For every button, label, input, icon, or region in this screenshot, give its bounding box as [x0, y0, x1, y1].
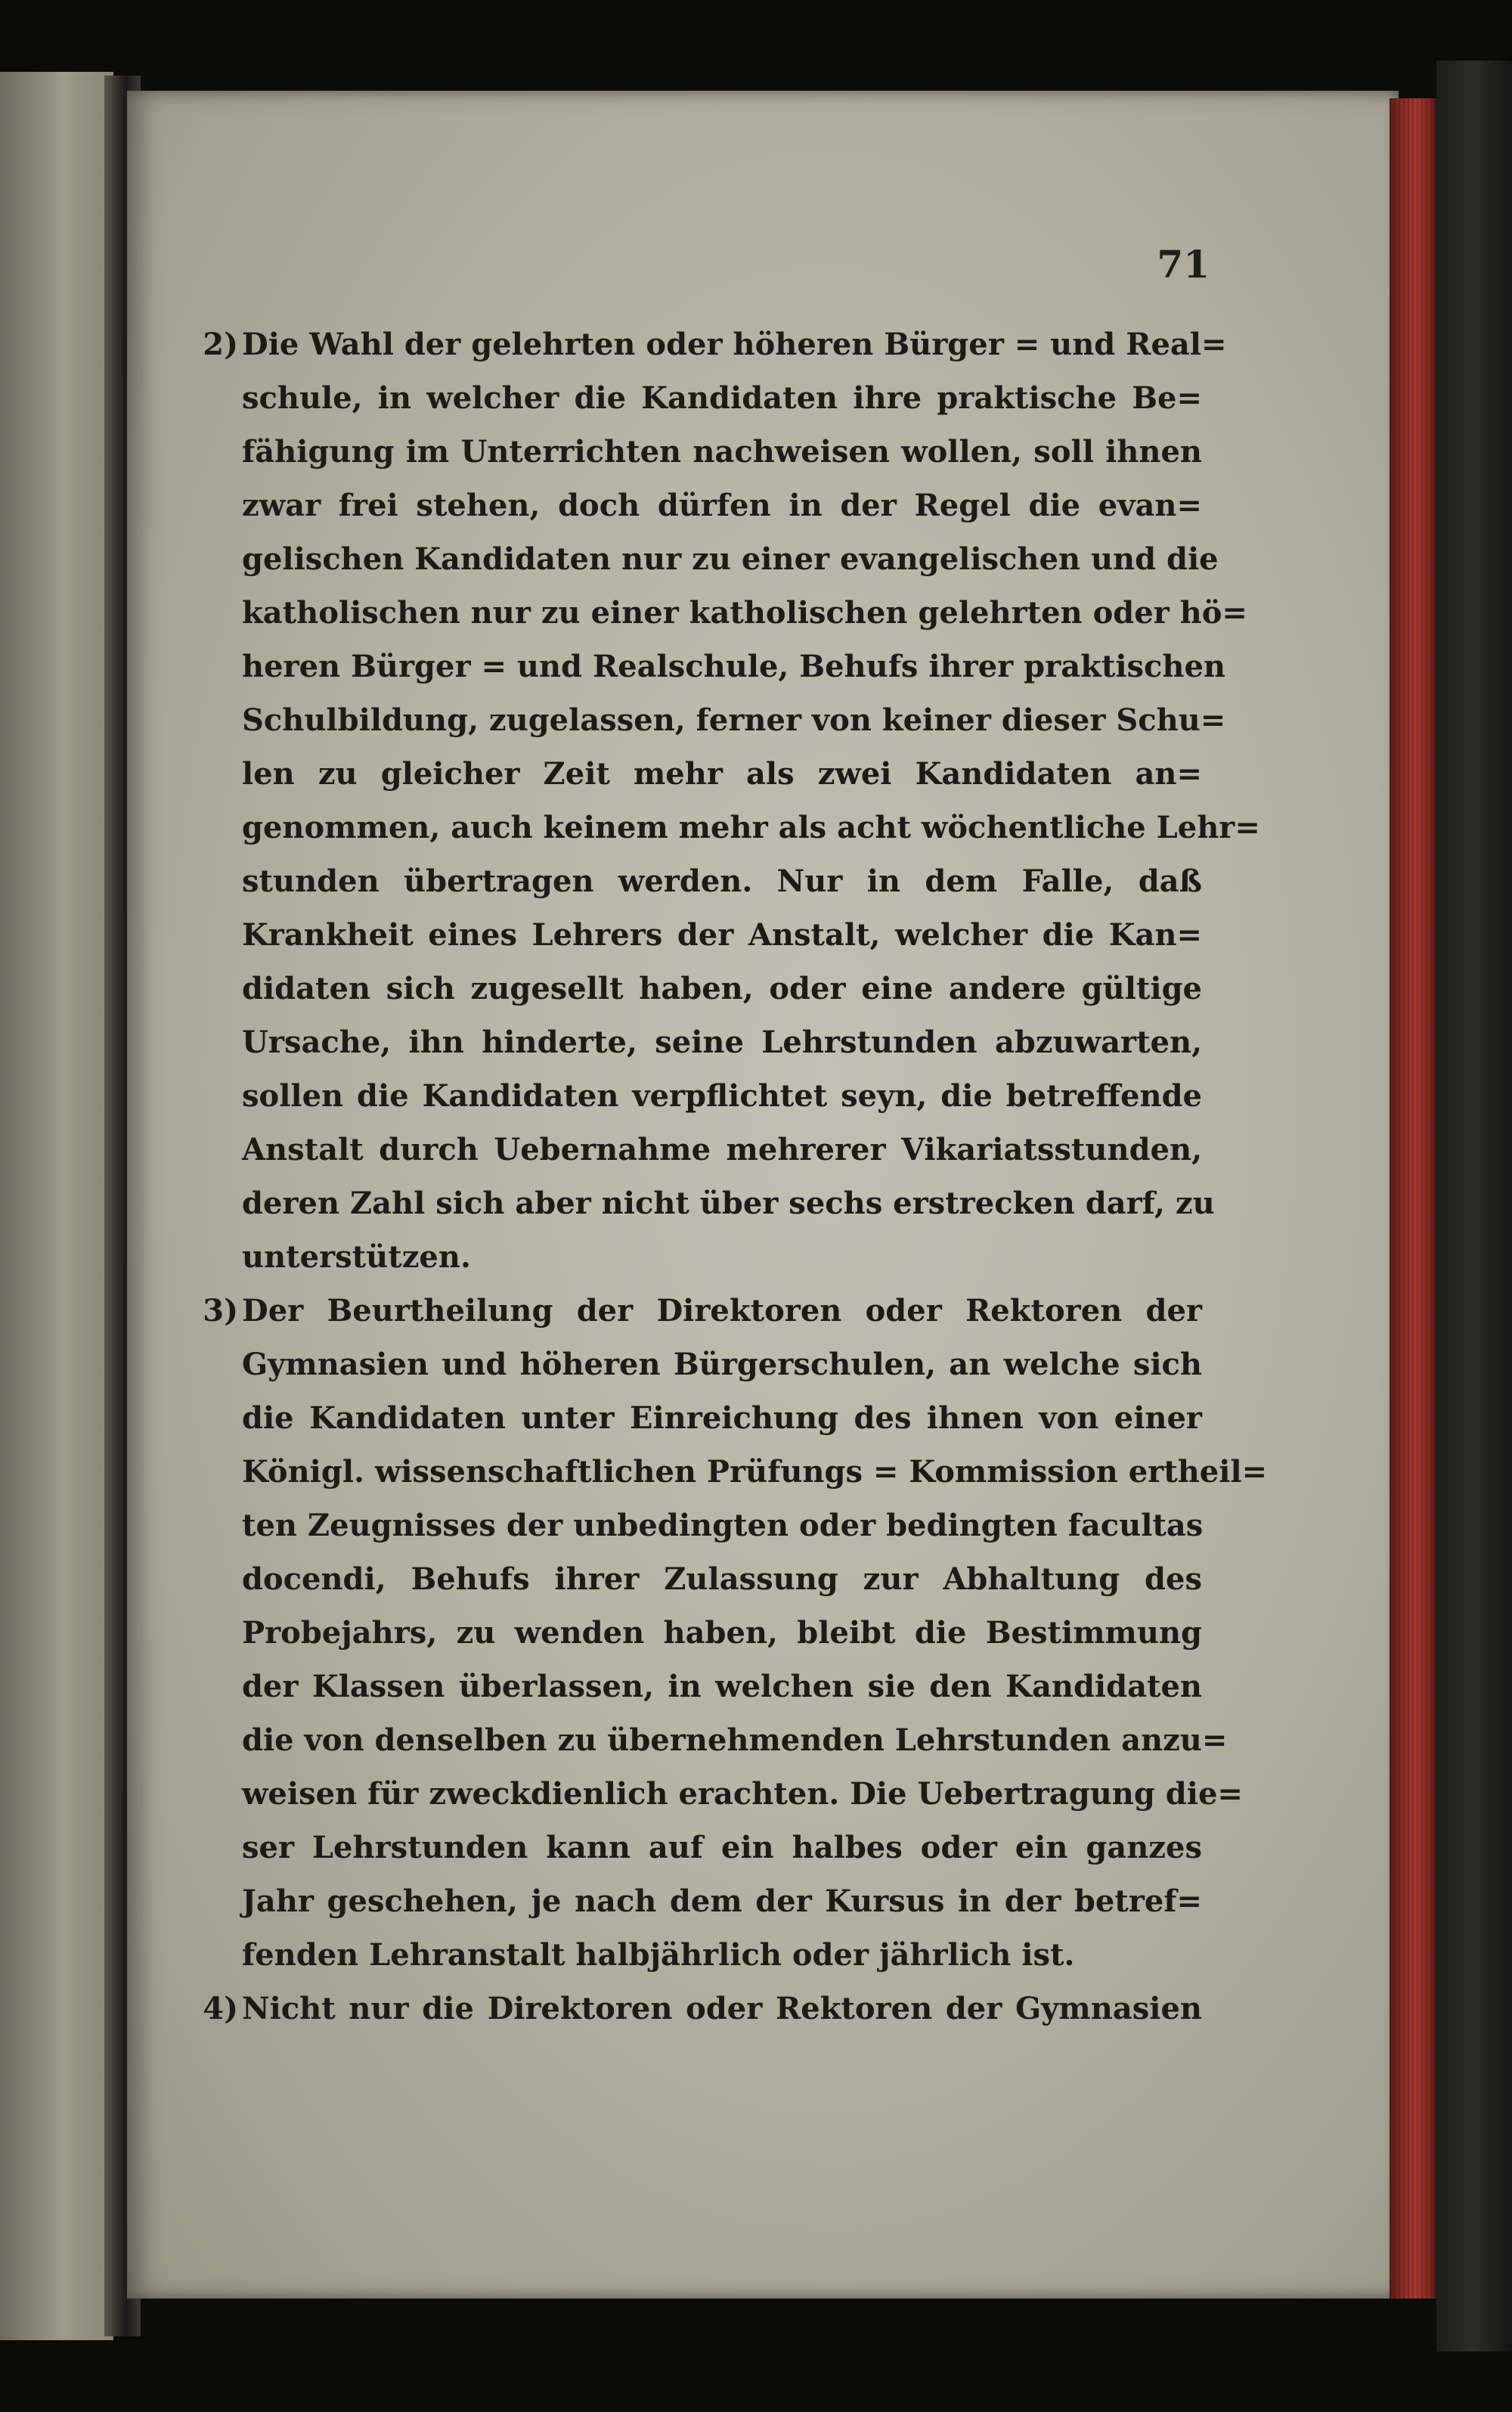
- left-page-edge: [0, 72, 113, 2340]
- paragraph-number: 4): [203, 1991, 238, 2026]
- numbered-paragraphs: [203, 318, 1268, 2035]
- text-line: stunden übertragen werden. Nur in dem Falle, daß: [242, 863, 1202, 899]
- text-line: heren Bürger = und Realschule, Behufs ihrer praktischen: [242, 649, 1225, 684]
- page-number: 71: [1157, 242, 1210, 287]
- text-line: gelischen Kandidaten nur zu einer evangelischen und die: [242, 541, 1219, 577]
- text-line: Der Beurtheilung der Direktoren oder Rektoren der: [242, 1293, 1202, 1328]
- text-line: Probejahrs, zu wenden haben, bleibt die Bestimmung: [242, 1615, 1202, 1651]
- text-line: Gymnasien und höheren Bürgerschulen, an welche sich: [242, 1347, 1202, 1382]
- paragraph-2: [203, 318, 1260, 1284]
- text-line: Anstalt durch Uebernahme mehrerer Vikariatsstunden,: [242, 1132, 1202, 1167]
- text-line: unterstützen.: [242, 1239, 471, 1275]
- text-line: len zu gleicher Zeit mehr als zwei Kandidaten an=: [242, 756, 1202, 792]
- text-line: weisen für zweckdienlich erachten. Die Uebertragung die=: [242, 1776, 1243, 1812]
- text-line: ten Zeugnisses der unbedingten oder bedingten facultas: [242, 1508, 1204, 1543]
- paragraph-4: [203, 1982, 1202, 2035]
- text-line: deren Zahl sich aber nicht über sechs erstrecken darf, zu: [242, 1186, 1215, 1221]
- text-line: Krankheit eines Lehrers der Anstalt, welcher die Kan=: [242, 917, 1202, 953]
- text-line: genommen, auch keinem mehr als acht wöchentliche Lehr=: [242, 810, 1260, 845]
- book-cover-edge: [1436, 60, 1512, 2352]
- text-line: Schulbildung, zugelassen, ferner von keiner dieser Schu=: [242, 702, 1226, 738]
- text-line: Ursache, ihn hinderte, seine Lehrstunden abzuwarten,: [242, 1025, 1202, 1060]
- text-line: sollen die Kandidaten verpflichtet seyn, die betreffende: [242, 1078, 1202, 1114]
- text-line: fenden Lehranstalt halbjährlich oder jährlich ist.: [242, 1937, 1075, 1973]
- text-line: Königl. wissenschaftlichen Prüfungs = Kommission ertheil=: [242, 1454, 1268, 1490]
- paragraph-number: 3): [203, 1293, 238, 1328]
- text-line: katholischen nur zu einer katholischen gelehrten oder hö=: [242, 595, 1247, 631]
- red-page-edges: [1390, 98, 1438, 2299]
- text-line: Jahr geschehen, je nach dem der Kursus in der betref=: [242, 1883, 1202, 1919]
- text-line: die Kandidaten unter Einreichung des ihnen von einer: [242, 1400, 1202, 1436]
- text-line: ser Lehrstunden kann auf ein halbes oder ein ganzes: [242, 1830, 1202, 1865]
- text-line: fähigung im Unterrichten nachweisen wollen, soll ihnen: [242, 434, 1202, 470]
- paragraph-number: 2): [203, 327, 238, 362]
- text-line: didaten sich zugesellt haben, oder eine andere gültige: [242, 971, 1202, 1006]
- paragraph-3: [203, 1284, 1268, 1982]
- text-line: Nicht nur die Direktoren oder Rektoren der Gymnasien: [242, 1991, 1202, 2026]
- text-line: schule, in welcher die Kandidaten ihre praktische Be=: [242, 380, 1202, 416]
- text-line: Die Wahl der gelehrten oder höheren Bürger = und Real=: [242, 327, 1227, 362]
- text-line: der Klassen überlassen, in welchen sie den Kandidaten: [242, 1669, 1202, 1704]
- text-line: die von denselben zu übernehmenden Lehrstunden anzu=: [242, 1722, 1228, 1758]
- text-line: zwar frei stehen, doch dürfen in der Regel die evan=: [242, 488, 1202, 523]
- text-line: docendi, Behufs ihrer Zulassung zur Abhaltung des: [242, 1561, 1202, 1597]
